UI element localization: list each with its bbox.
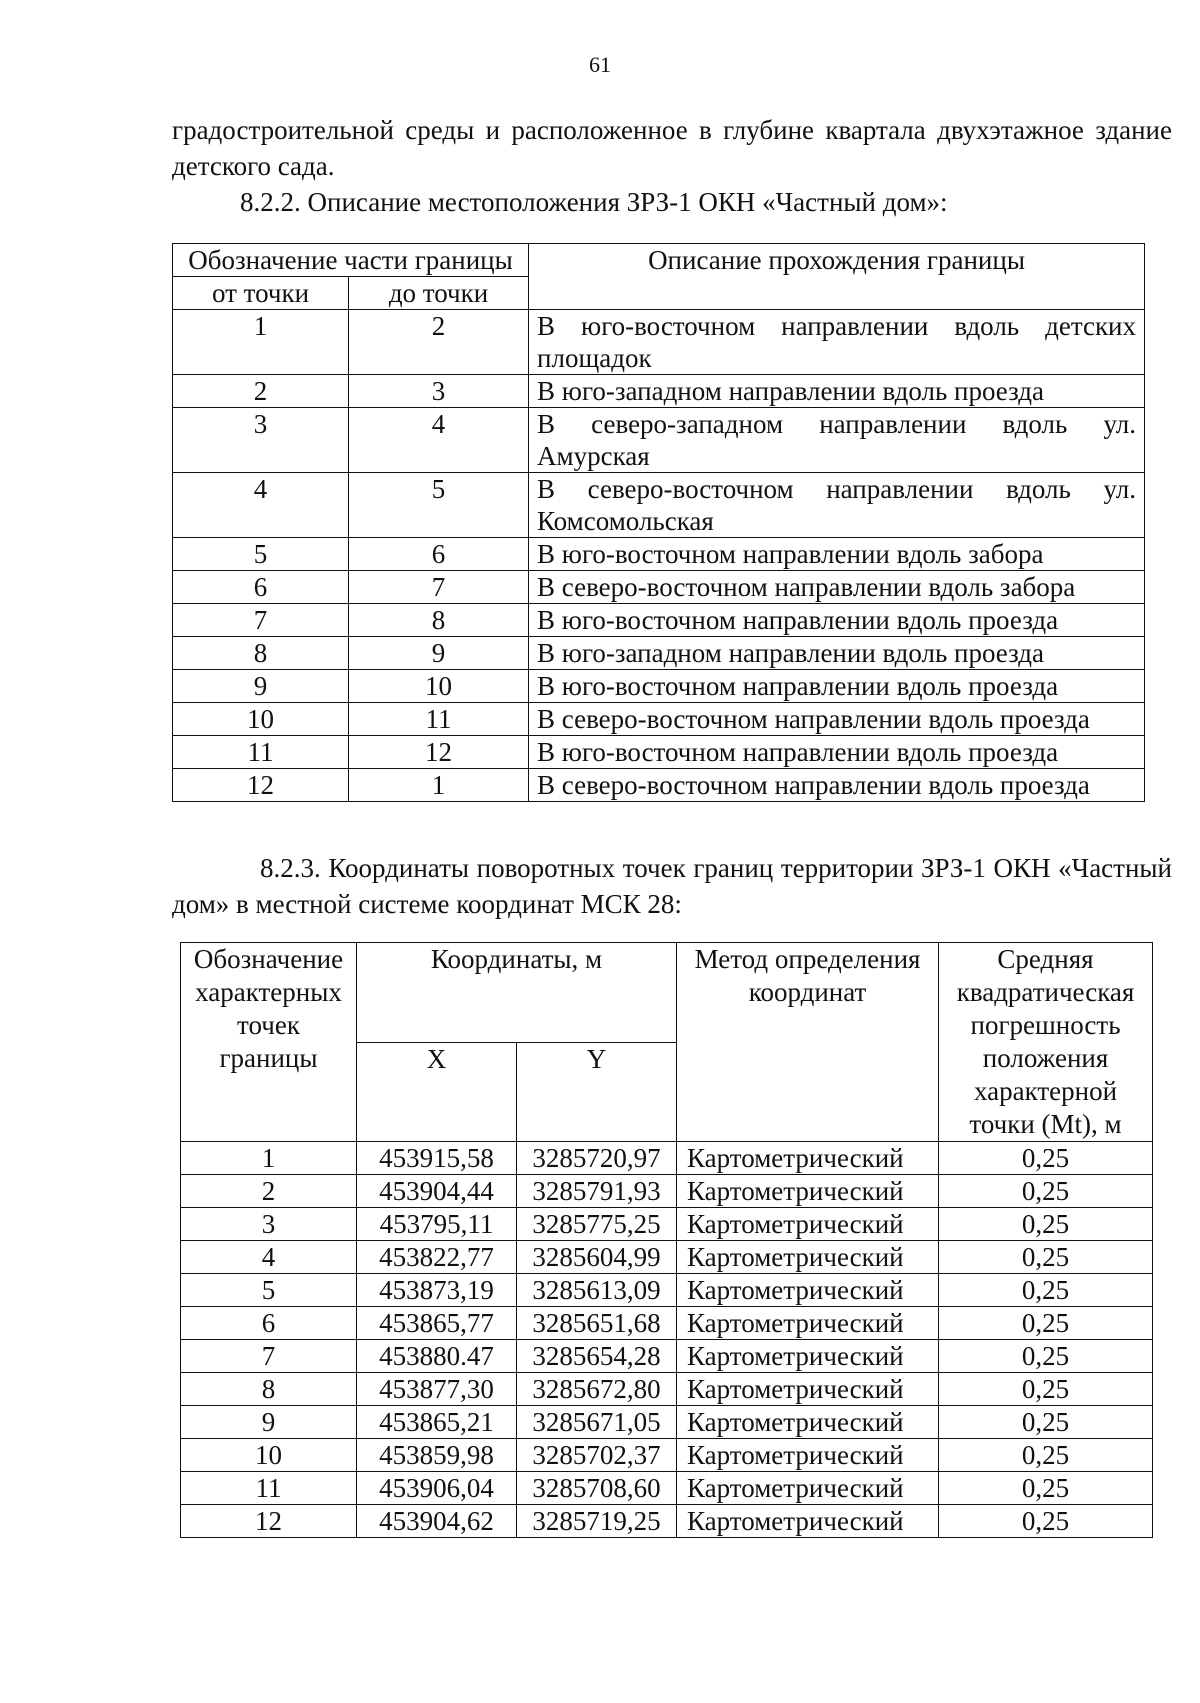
point-cell: 6: [181, 1307, 357, 1340]
description-cell: В юго-восточном направлении вдоль проезда: [529, 736, 1145, 769]
header-to-point: до точки: [349, 277, 529, 310]
description-cell: В северо-западном направлении вдоль ул. Амурская: [529, 408, 1145, 473]
from-point-cell: 9: [173, 670, 349, 703]
error-cell: 0,25: [939, 1373, 1153, 1406]
method-cell: Картометрический: [677, 1340, 939, 1373]
x-coordinate-cell: 453865,77: [357, 1307, 517, 1340]
page-number: 61: [589, 52, 611, 77]
description-cell: В северо-восточном направлении вдоль проезда: [529, 769, 1145, 802]
y-coordinate-cell: 3285651,68: [517, 1307, 677, 1340]
x-coordinate-cell: 453915,58: [357, 1142, 517, 1175]
table-row: [173, 769, 1145, 802]
to-point-cell: 4: [349, 408, 529, 473]
x-coordinate-cell: 453865,21: [357, 1406, 517, 1439]
section-8-2-3-heading: 8.2.3. Координаты поворотных точек границ территории ЗРЗ-1 ОКН «Частный дом» в местной системе координат МСК 28:: [172, 853, 1172, 919]
to-point-cell: 6: [349, 538, 529, 571]
table-row: [181, 1241, 1153, 1274]
error-cell: 0,25: [939, 1208, 1153, 1241]
from-point-cell: 3: [173, 408, 349, 473]
from-point-cell: 8: [173, 637, 349, 670]
y-coordinate-cell: 3285791,93: [517, 1175, 677, 1208]
table-row: [181, 1472, 1153, 1505]
error-cell: 0,25: [939, 1340, 1153, 1373]
from-point-cell: 4: [173, 473, 349, 538]
description-cell: В северо-восточном направлении вдоль проезда: [529, 703, 1145, 736]
to-point-cell: 7: [349, 571, 529, 604]
point-cell: 1: [181, 1142, 357, 1175]
from-point-cell: 10: [173, 703, 349, 736]
y-coordinate-cell: 3285775,25: [517, 1208, 677, 1241]
point-cell: 5: [181, 1274, 357, 1307]
table-row: [181, 1274, 1153, 1307]
to-point-cell: 12: [349, 736, 529, 769]
header-coordinates: Координаты, м: [357, 943, 677, 1043]
error-cell: 0,25: [939, 1505, 1153, 1538]
x-coordinate-cell: 453873,19: [357, 1274, 517, 1307]
x-coordinate-cell: 453877,30: [357, 1373, 517, 1406]
y-coordinate-cell: 3285672,80: [517, 1373, 677, 1406]
table-row: [173, 571, 1145, 604]
method-cell: Картометрический: [677, 1373, 939, 1406]
table-row: [181, 1406, 1153, 1439]
header-mean-error: Средняя квадратическая погрешность положения характерной точки (Mt), м: [939, 943, 1153, 1142]
method-cell: Картометрический: [677, 1142, 939, 1175]
y-coordinate-cell: 3285720,97: [517, 1142, 677, 1175]
table-row: [173, 473, 1145, 538]
to-point-cell: 9: [349, 637, 529, 670]
from-point-cell: 5: [173, 538, 349, 571]
description-cell: В юго-восточном направлении вдоль проезда: [529, 670, 1145, 703]
table-row: [173, 703, 1145, 736]
point-cell: 11: [181, 1472, 357, 1505]
y-coordinate-cell: 3285654,28: [517, 1340, 677, 1373]
x-coordinate-cell: 453904,44: [357, 1175, 517, 1208]
point-cell: 7: [181, 1340, 357, 1373]
table-row: [181, 1340, 1153, 1373]
from-point-cell: 11: [173, 736, 349, 769]
table-row: [173, 736, 1145, 769]
y-coordinate-cell: 3285708,60: [517, 1472, 677, 1505]
to-point-cell: 11: [349, 703, 529, 736]
table-row: [173, 604, 1145, 637]
y-coordinate-cell: 3285702,37: [517, 1439, 677, 1472]
table-row: [173, 637, 1145, 670]
error-cell: 0,25: [939, 1307, 1153, 1340]
coordinates-table: [180, 942, 1153, 1538]
to-point-cell: 5: [349, 473, 529, 538]
point-cell: 8: [181, 1373, 357, 1406]
header-from-point: от точки: [173, 277, 349, 310]
table-row: [181, 1208, 1153, 1241]
description-cell: В юго-восточном направлении вдоль детских площадок: [529, 310, 1145, 375]
x-coordinate-cell: 453906,04: [357, 1472, 517, 1505]
to-point-cell: 1: [349, 769, 529, 802]
table-row: [173, 310, 1145, 375]
to-point-cell: 3: [349, 375, 529, 408]
to-point-cell: 2: [349, 310, 529, 375]
header-point-designation: Обозначение характерных точек границы: [181, 943, 357, 1142]
point-cell: 2: [181, 1175, 357, 1208]
error-cell: 0,25: [939, 1406, 1153, 1439]
to-point-cell: 8: [349, 604, 529, 637]
table-row: [181, 1307, 1153, 1340]
header-boundary-description: Описание прохождения границы: [529, 244, 1145, 310]
from-point-cell: 12: [173, 769, 349, 802]
y-coordinate-cell: 3285604,99: [517, 1241, 677, 1274]
to-point-cell: 10: [349, 670, 529, 703]
description-cell: В северо-восточном направлении вдоль забора: [529, 571, 1145, 604]
table-row: [181, 1439, 1153, 1472]
table-row: [173, 670, 1145, 703]
header-y: Y: [517, 1042, 677, 1142]
point-cell: 12: [181, 1505, 357, 1538]
x-coordinate-cell: 453795,11: [357, 1208, 517, 1241]
from-point-cell: 6: [173, 571, 349, 604]
point-cell: 10: [181, 1439, 357, 1472]
table-row: [173, 375, 1145, 408]
y-coordinate-cell: 3285613,09: [517, 1274, 677, 1307]
method-cell: Картометрический: [677, 1175, 939, 1208]
section-8-2-2-heading: 8.2.2. Описание местоположения ЗРЗ-1 ОКН «Частный дом»:: [240, 187, 948, 217]
method-cell: Картометрический: [677, 1208, 939, 1241]
from-point-cell: 7: [173, 604, 349, 637]
x-coordinate-cell: 453859,98: [357, 1439, 517, 1472]
error-cell: 0,25: [939, 1439, 1153, 1472]
error-cell: 0,25: [939, 1142, 1153, 1175]
description-cell: В юго-восточном направлении вдоль забора: [529, 538, 1145, 571]
header-method: Метод определения координат: [677, 943, 939, 1142]
method-cell: Картометрический: [677, 1274, 939, 1307]
point-cell: 9: [181, 1406, 357, 1439]
y-coordinate-cell: 3285719,25: [517, 1505, 677, 1538]
header-boundary-part: Обозначение части границы: [173, 244, 529, 277]
table-row: [181, 1142, 1153, 1175]
from-point-cell: 2: [173, 375, 349, 408]
method-cell: Картометрический: [677, 1439, 939, 1472]
method-cell: Картометрический: [677, 1505, 939, 1538]
table-row: [181, 1373, 1153, 1406]
table-row: [173, 408, 1145, 473]
method-cell: Картометрический: [677, 1472, 939, 1505]
table-row: [181, 1175, 1153, 1208]
x-coordinate-cell: 453904,62: [357, 1505, 517, 1538]
error-cell: 0,25: [939, 1274, 1153, 1307]
y-coordinate-cell: 3285671,05: [517, 1406, 677, 1439]
from-point-cell: 1: [173, 310, 349, 375]
description-cell: В северо-восточном направлении вдоль ул. Комсомольская: [529, 473, 1145, 538]
description-cell: В юго-восточном направлении вдоль проезда: [529, 604, 1145, 637]
intro-paragraph: градостроительной среды и расположенное в глубине квартала двухэтажное здание детского сада.: [172, 115, 1172, 181]
description-cell: В юго-западном направлении вдоль проезда: [529, 375, 1145, 408]
header-x: X: [357, 1042, 517, 1142]
boundary-description-table: [172, 243, 1145, 802]
error-cell: 0,25: [939, 1175, 1153, 1208]
point-cell: 3: [181, 1208, 357, 1241]
description-cell: В юго-западном направлении вдоль проезда: [529, 637, 1145, 670]
method-cell: Картометрический: [677, 1406, 939, 1439]
table-row: [181, 1505, 1153, 1538]
method-cell: Картометрический: [677, 1307, 939, 1340]
x-coordinate-cell: 453822,77: [357, 1241, 517, 1274]
method-cell: Картометрический: [677, 1241, 939, 1274]
error-cell: 0,25: [939, 1241, 1153, 1274]
point-cell: 4: [181, 1241, 357, 1274]
table-row: [173, 538, 1145, 571]
x-coordinate-cell: 453880.47: [357, 1340, 517, 1373]
error-cell: 0,25: [939, 1472, 1153, 1505]
